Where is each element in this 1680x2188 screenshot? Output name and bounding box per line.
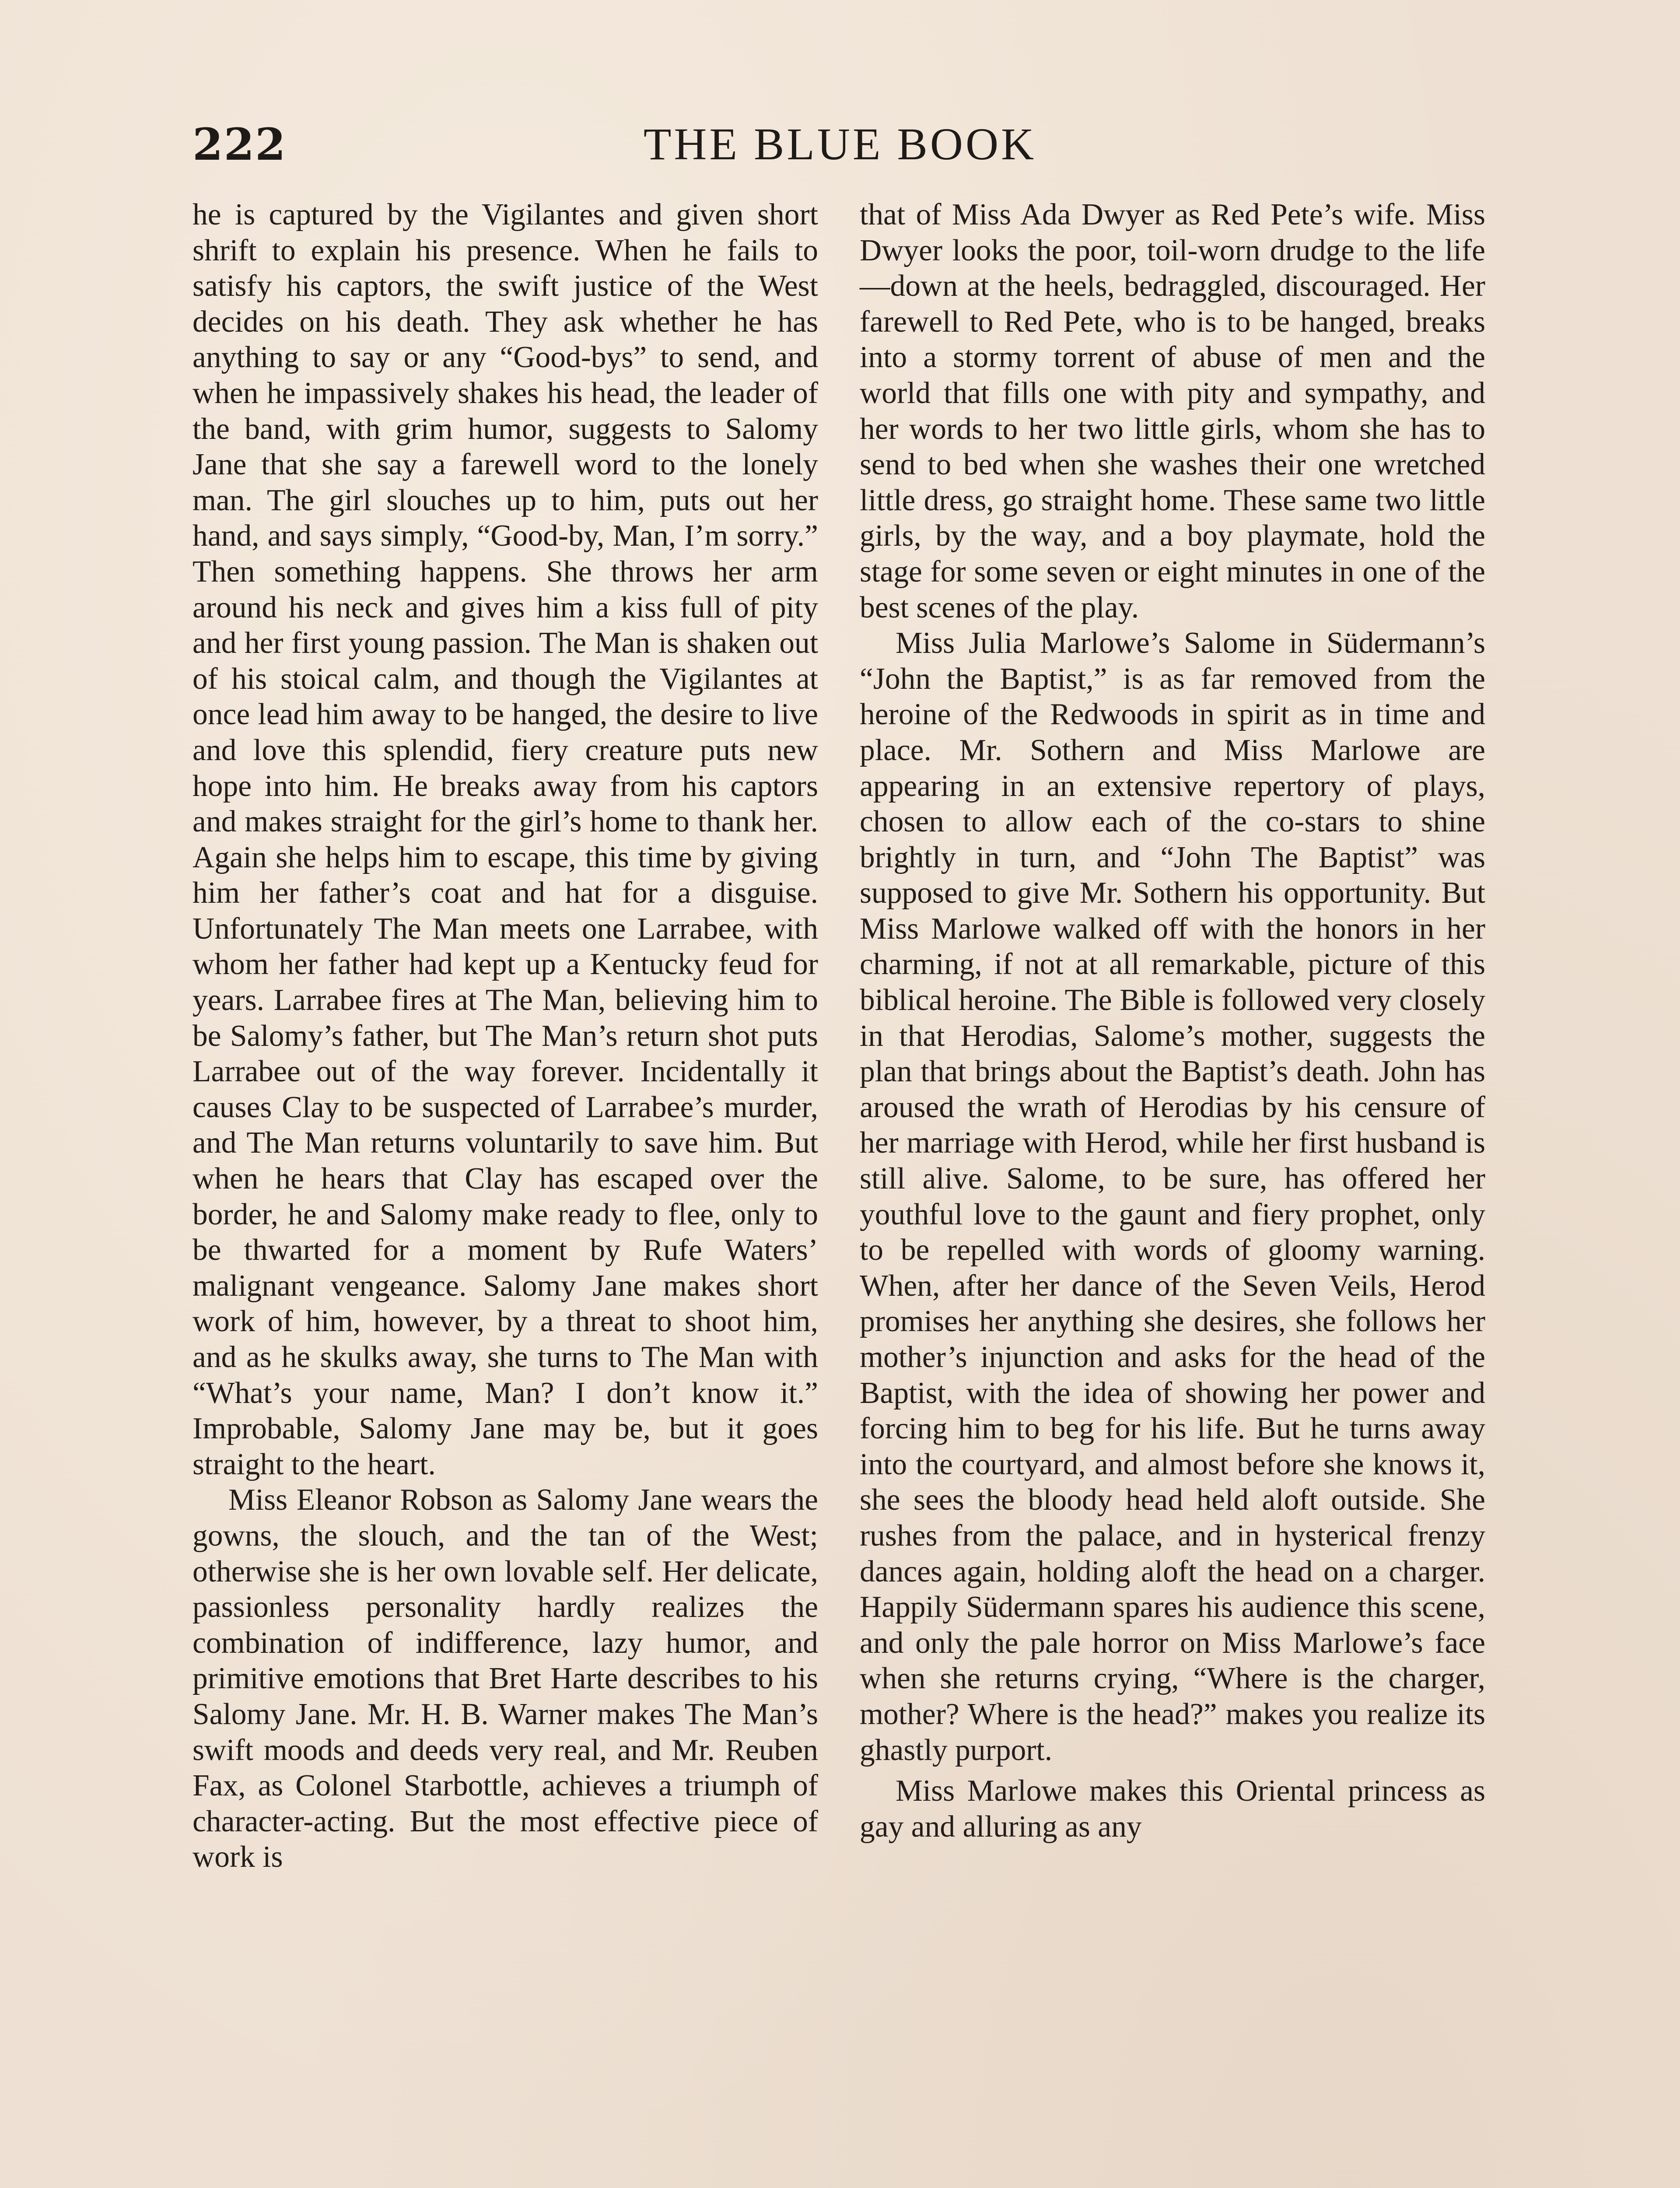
running-title: THE BLUE BOOK [643, 119, 1037, 169]
paragraph: Miss Julia Marlowe’s Salome in Südermann’s “John the Baptist,” is as far removed from the heroine of the Redwoods in spirit as in time and place. Mr. Sothern and Miss Marlowe are appearing in an extensive repertory of plays, chosen to allow each of the co-stars to shine brightly in turn, and “John The Baptist” was supposed to give Mr. Sothern his opportunity. But Miss Marlowe walked off with the honors in her charming, if not at all remarkable, picture of this biblical heroine. The Bible is followed very closely in that Herodias, Salome’s mother, suggests the plan that brings about the Baptist’s death. John has aroused the wrath of Herodias by his censure of her marriage with Herod, while her first husband is still alive. Salome, to be sure, has offered her youthful love to the gaunt and fiery prophet, only to be repelled with words of gloomy warning. When, after her dance of the Seven Veils, Herod promises her anything she desires, she follows her mother’s injunction and asks for the head of the Baptist, with the idea of showing her power and forcing him to beg for his life. But he turns away into the courtyard, and almost before she knows it, she sees the bloody head held aloft outside. She rushes from the palace, and in hysterical frenzy dances again, holding aloft the head on a charger. Happily Südermann spares his audience this scene, and only the pale horror on Miss Marlowe’s face when she returns crying, “Where is the charger, mother? Where is the head?” makes you realize its ghastly purport. [860, 626, 1485, 1767]
paragraph: that of Miss Ada Dwyer as Red Pete’s wife. Miss Dwyer looks the poor, toil-worn drudge to the life—down at the heels, bedraggled, discouraged. Her farewell to Red Pete, who is to be hanged, breaks into a stormy torrent of abuse of men and the world that fills one with pity and sympathy, and her words to her two little girls, whom she has to send to bed when she washes their one wretched little dress, go straight home. These same two little girls, by the way, and a boy playmate, hold the stage for some seven or eight minutes in one of the best scenes of the play. [860, 198, 1485, 624]
page-header [192, 118, 1488, 179]
paragraph: Miss Eleanor Robson as Salomy Jane wears the gowns, the slouch, and the tan of the West; otherwise she is her own lovable self. Her delicate, passionless personality hardly realizes the combination of indifference, lazy humor, and primitive emotions that Bret Harte describes to his Salomy Jane. Mr. H. B. Warner makes The Man’s swift moods and deeds very real, and Mr. Reuben Fax, as Colonel Starbottle, achieves a triumph of character-acting. But the most effective piece of work is [192, 1483, 818, 1874]
page-number: 222 [192, 119, 287, 170]
left-column [192, 197, 818, 1875]
paragraph: he is captured by the Vigilantes and given short shrift to explain his presence. When he fails to satisfy his captors, the swift justice of the West decides on his death. They ask whether he has anything to say or any “Good-bys” to send, and when he impassively shakes his head, the leader of the band, with grim humor, suggests to Salomy Jane that she say a farewell word to the lonely man. The girl slouches up to him, puts out her hand, and says simply, “Good-by, Man, I’m sorry.” Then something happens. She throws her arm around his neck and gives him a kiss full of pity and her first young passion. The Man is shaken out of his stoical calm, and though the Vigilantes at once lead him away to be hanged, the desire to live and love this splendid, fiery creature puts new hope into him. He breaks away from his captors and makes straight for the girl’s home to thank her. Again she helps him to escape, this time by giving him her father’s coat and hat for a disguise. Unfortunately The Man meets one Larrabee, with whom her father had kept up a Kentucky feud for years. Larrabee fires at The Man, believing him to be Salomy’s father, but The Man’s return shot puts Larrabee out of the way forever. Incidentally it causes Clay to be suspected of Larrabee’s murder, and The Man returns voluntarily to save him. But when he hears that Clay has escaped over the border, he and Salomy make ready to flee, only to be thwarted for a moment by Rufe Waters’ malignant vengeance. Salomy Jane makes short work of him, however, by a threat to shoot him, and as he skulks away, she turns to The Man with “What’s your name, Man? I don’t know it.” Improbable, Salomy Jane may be, but it goes straight to the heart. [192, 198, 818, 1481]
paragraph: Miss Marlowe makes this Oriental princess as gay and alluring as any [860, 1774, 1485, 1844]
right-column [860, 197, 1485, 1844]
